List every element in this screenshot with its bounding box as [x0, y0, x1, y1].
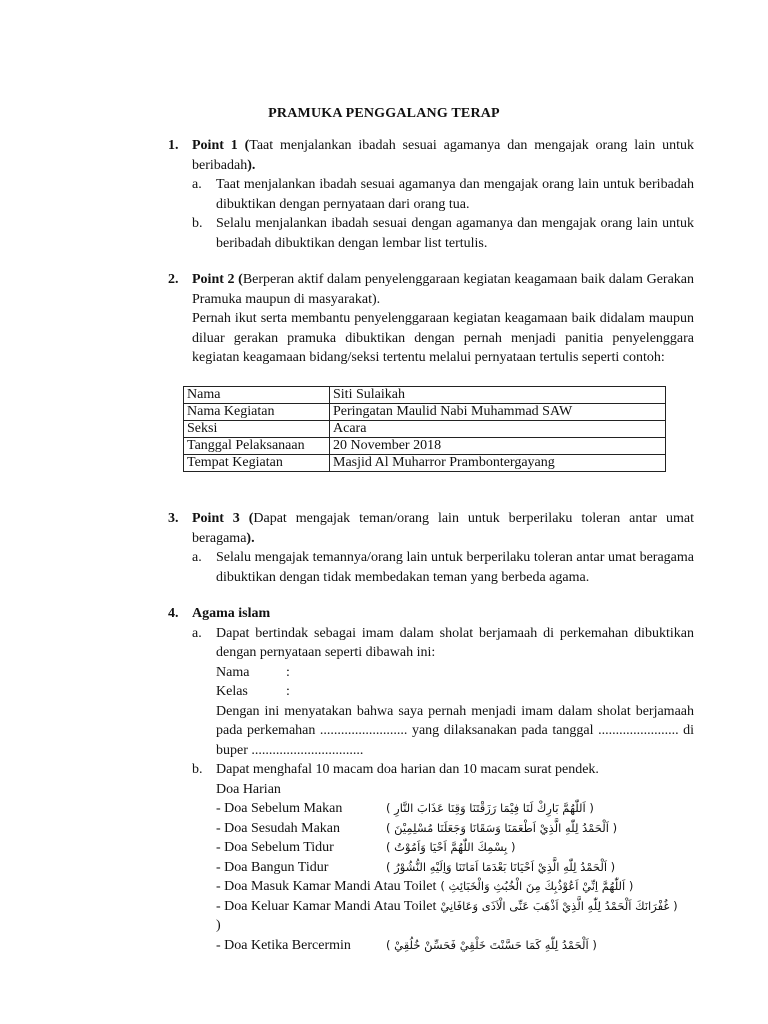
point-2-number: 2. [168, 272, 179, 287]
doa-continuation: ) [216, 918, 221, 933]
doa-item: - Doa Sebelum Tidur ( بِسْمِكَ اللّٰهُمَّ اَحْيَا وَاَمُوْتُ ) [216, 840, 516, 855]
point-4-section [170, 604, 694, 955]
doa-item: - Doa Bangun Tidur ( اَلْحَمْدُ لِلّٰهِ الَّذِيْ اَحْيَانَا بَعْدَمَا اَمَاتَنَا وَاِلَيْهِ النُّشُوْرُ ) [216, 859, 616, 875]
imam-statement: Dengan ini menyatakan bahwa saya pernah menjadi imam dalam sholat berjamaah pada perkemahan ......................... yang dilaksanakan pada tanggal ....................... di buper ................................ [216, 703, 694, 758]
nama-field: Nama : [216, 664, 290, 680]
point-1-heading: Point 1 (Taat menjalankan ibadah sesuai agamanya dan mengajak orang lain untuk beribadah). [192, 138, 694, 173]
point-2-heading: Point 2 (Berperan aktif dalam penyelenggaraan kegiatan keagamaan baik dalam Gerakan Pramuka maupun di masyarakat). [192, 272, 694, 307]
point-1-item-a: a. Taat menjalankan ibadah sesuai agamanya dan mengajak orang lain untuk beribadah dibuktikan dengan pernyataan dari orang tua. [192, 177, 694, 212]
table-row: Nama Siti Sulaikah [184, 387, 666, 404]
point-4-heading: Agama islam [192, 606, 271, 621]
doa-item: - Doa Keluar Kamar Mandi Atau Toilet ( غُفْرَانَكَ اَلْحَمْدُ لِلّٰهِ الَّذِيْ اَذْهَبَ عَنِّى الْاَذَى وَعَافَانِيْ [216, 898, 678, 914]
point-2-text: Berperan aktif dalam penyelenggaraan kegiatan keagamaan baik dalam Gerakan Pramuka maupun di masyarakat). [192, 272, 694, 307]
point-1-section [170, 136, 694, 253]
doa-item: - Doa Sebelum Makan ( اَللّٰهُمَّ بَارِكْ لَنَا فِيْمَا رَزَقْتَنَا وَقِنَا عَذَابَ النَّارِ ) [216, 801, 594, 816]
activity-table [183, 386, 666, 472]
point-3-text: Dapat mengajak teman/orang lain untuk berperilaku toleran antar umat beragama [192, 511, 694, 546]
point-3-number: 3. [168, 511, 179, 526]
point-4-item-b: b. Dapat menghafal 10 macam doa harian dan 10 macam surat pendek. Doa Harian - Doa Sebelum Makan ( اَللّٰهُمَّ بَارِكْ لَنَا فِيْمَا رَزَقْتَنَا وَقِنَا عَذَابَ النَّارِ ) - Doa Sesudah Makan ( اَلْحَمْدُ لِلّٰهِ الَّذِيْ اَطْعَمَنَا وَسَقَانَا وَجَعَلَنَا مُسْلِمِيْنَ ) - Doa Sebelum Tidur ( بِسْمِكَ اللّٰهُمَّ اَحْيَا وَاَمُوْتُ ) - Doa Bangun Tidur ( اَلْحَمْدُ لِلّٰهِ الَّذِيْ اَحْيَانَا بَعْدَمَا اَمَاتَنَا وَاِلَيْهِ النُّشُوْرُ ) - Doa Masuk Kamar Mandi Atau Toilet ( اَللّٰهُمَّ اِنِّيْ اَعُوْذُبِكَ مِنَ الْخُبُثِ وَالْخَبَائِثِ ) - Doa Keluar Kamar Mandi Atau Toilet ( غُفْرَانَكَ اَلْحَمْدُ لِلّٰهِ الَّذِيْ اَذْهَبَ عَنِّى الْاَذَى وَعَافَانِيْ ) - Doa Ketika Bercermin ( اَلْحَمْدُ لِلّٰهِ كَمَا حَسَّنْتَ خَلْقِيْ فَحَسِّنْ خُلُقِيْ ) [192, 760, 694, 955]
doa-item: - Doa Ketika Bercermin ( اَلْحَمْدُ لِلّٰهِ كَمَا حَسَّنْتَ خَلْقِيْ فَحَسِّنْ خُلُقِيْ ) [216, 937, 597, 953]
point-4-item-a: a. Dapat bertindak sebagai imam dalam sholat berjamaah di perkemahan dibuktikan dengan pernyataan seperti dibawah ini: Nama : Kelas : Dengan ini menyatakan bahwa saya pernah menjadi imam dalam sholat berjamaah pada perkemahan ......................... yang dilaksanakan pada tanggal ....................... di buper ................................ [192, 624, 694, 761]
point-3-heading: Point 3 (Dapat mengajak teman/orang lain untuk berperilaku toleran antar umat beragama). [192, 511, 694, 546]
page-title: PRAMUKA PENGGALANG TERAP [268, 106, 500, 121]
point-1-item-b: b. Selalu menjalankan ibadah sesuai dengan agamanya dan mengajak orang lain untuk beribadah dibuktikan dengan lembar list tertulis. [192, 216, 694, 251]
point-1-number: 1. [168, 138, 179, 153]
doa-item: - Doa Sesudah Makan ( اَلْحَمْدُ لِلّٰهِ الَّذِيْ اَطْعَمَنَا وَسَقَانَا وَجَعَلَنَا مُسْلِمِيْنَ ) [216, 820, 618, 836]
doa-heading: Doa Harian [216, 781, 281, 797]
doa-item: - Doa Masuk Kamar Mandi Atau Toilet ( اَللّٰهُمَّ اِنِّيْ اَعُوْذُبِكَ مِنَ الْخُبُثِ وَالْخَبَائِثِ ) [216, 879, 634, 894]
point-4-number: 4. [168, 606, 179, 621]
point-1-text: Taat menjalankan ibadah sesuai agamanya dan mengajak orang lain untuk beribadah [192, 138, 694, 173]
table-row: Tempat Kegiatan Masjid Al Muharror Prambontergayang [184, 455, 666, 472]
point-3-item-a: a. Selalu mengajak temannya/orang lain untuk berperilaku toleran antar umat beragama dibuktikan dengan tidak membedakan teman yang berbeda agama. [192, 550, 694, 585]
table-row: Seksi Acara [184, 421, 666, 438]
table-row: Tanggal Pelaksanaan 20 November 2018 [184, 438, 666, 455]
point-2-paragraph: Pernah ikut serta membantu penyelenggaraan kegiatan keagamaan baik didalam maupun diluar gerakan pramuka dibuktikan dengan pernah menjadi panitia penyelenggara kegiatan keagamaan bidang/seksi tertentu melalui pernyataan tertulis seperti contoh: [192, 311, 694, 365]
kelas-field: Kelas : [216, 684, 290, 699]
point-3-section [170, 509, 694, 587]
point-2-section [170, 270, 694, 368]
table-row: Nama Kegiatan Peringatan Maulid Nabi Muhammad SAW [184, 404, 666, 421]
